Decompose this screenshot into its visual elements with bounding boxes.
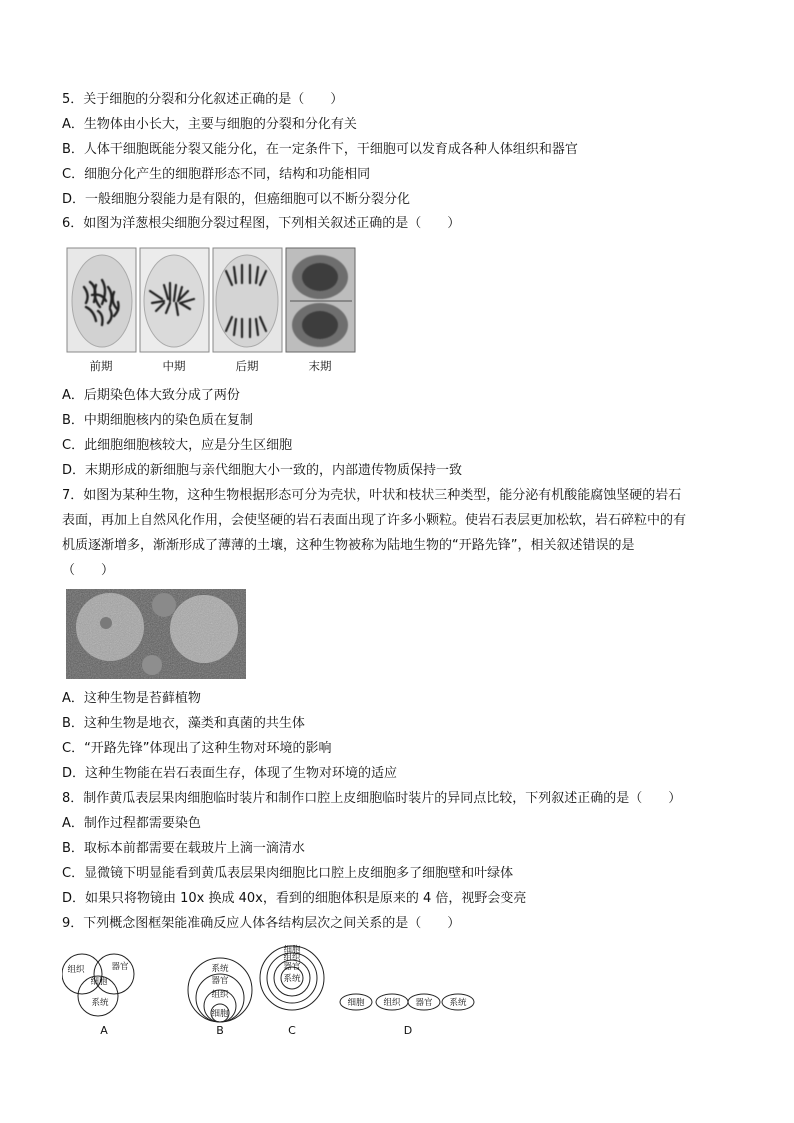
q5-option-c: C．细胞分化产生的细胞群形态不同，结构和功能相同 [62, 167, 371, 182]
q7-stem-line2: 表面，再加上自然风化作用，会使坚硬的岩石表面出现了许多小颗粒。使岩石表层更加松软，岩石碎粒中的有 [62, 513, 687, 528]
q5-option-d: D．一般细胞分裂能力是有限的，但癌细胞可以不断分裂分化 [62, 192, 411, 207]
letter-a: A [100, 1024, 108, 1037]
anaphase-image [213, 248, 282, 352]
b-label-organ: 器官 [211, 976, 229, 986]
d-label-tissue: 组织 [383, 998, 401, 1008]
q7-stem-line4: （ ） [62, 563, 115, 578]
q7-stem-line1: 7．如图为某种生物，这种生物根据形态可分为壳状，叶状和枝状三种类型，能分泌有机酸能腐蚀坚硬的岩石 [62, 488, 682, 503]
b-label-cell: 细胞 [211, 1009, 229, 1019]
q5-option-a: A．生物体由小长大，主要与细胞的分裂和分化有关 [62, 117, 357, 132]
q6-option-c: C．此细胞细胞核较大，应是分生区细胞 [62, 438, 293, 453]
c-label-tissue: 组织 [283, 953, 301, 963]
concept-diagrams [62, 938, 482, 1038]
q5-option-b: B．人体干细胞既能分裂又能分化，在一定条件下，干细胞可以发育成各种人体组织和器官 [62, 142, 578, 157]
caption-prophase: 前期 [89, 359, 113, 373]
prophase-image [67, 248, 136, 352]
q9-stem: 9．下列概念图框架能准确反应人体各结构层次之间关系的是（ ） [62, 916, 461, 931]
mitosis-figure [66, 247, 356, 355]
caption-anaphase: 后期 [235, 359, 259, 373]
lichen-photo [66, 589, 246, 679]
q5-stem: 5．关于细胞的分裂和分化叙述正确的是（ ） [62, 92, 344, 107]
caption-telophase: 末期 [308, 359, 332, 373]
q6-option-a: A．后期染色体大致分成了两份 [62, 388, 240, 403]
c-label-system: 系统 [283, 974, 301, 984]
q6-stem: 6．如图为洋葱根尖细胞分裂过程图，下列相关叙述正确的是（ ） [62, 216, 461, 231]
q7-option-c: C．“开路先锋”体现出了这种生物对环境的影响 [62, 741, 332, 756]
d-label-cell: 细胞 [347, 998, 365, 1008]
d-label-organ: 器官 [415, 998, 433, 1008]
q7-option-a: A．这种生物是苔藓植物 [62, 691, 201, 706]
q8-option-a: A．制作过程都需要染色 [62, 816, 201, 831]
d-label-system: 系统 [449, 998, 467, 1008]
a-label-organ: 器官 [111, 962, 129, 972]
q6-option-d: D．末期形成的新细胞与亲代细胞大小一致的，内部遗传物质保持一致 [62, 463, 463, 478]
q8-stem: 8．制作黄瓜表层果肉细胞临时装片和制作口腔上皮细胞临时装片的异同点比较，下列叙述正确的是（ ） [62, 791, 682, 806]
letter-c: C [288, 1024, 296, 1037]
caption-metaphase: 中期 [162, 359, 186, 373]
c-label-organ: 器官 [283, 962, 301, 972]
q6-option-b: B．中期细胞核内的染色质在复制 [62, 413, 253, 428]
q7-option-d: D．这种生物能在岩石表面生存，体现了生物对环境的适应 [62, 766, 398, 781]
letter-b: B [216, 1024, 224, 1037]
q8-option-d: D．如果只将物镜由 10x 换成 40x，看到的细胞体积是原来的 4 倍，视野会变亮 [62, 891, 527, 906]
q8-option-c: C．显微镜下明显能看到黄瓜表层果肉细胞比口腔上皮细胞多了细胞壁和叶绿体 [62, 866, 514, 881]
b-label-system: 系统 [211, 964, 229, 974]
q8-option-b: B．取标本前都需要在载玻片上滴一滴清水 [62, 841, 305, 856]
q7-stem-line3: 机质逐渐增多，渐渐形成了薄薄的土壤，这种生物被称为陆地生物的“开路先锋”，相关叙述错误的是 [62, 538, 635, 553]
a-label-system: 系统 [91, 998, 109, 1008]
q7-option-b: B．这种生物是地衣，藻类和真菌的共生体 [62, 716, 305, 731]
telophase-image [286, 248, 355, 352]
a-label-tissue: 组织 [67, 965, 85, 975]
metaphase-image [140, 248, 209, 352]
b-label-tissue: 组织 [211, 990, 229, 1000]
letter-d: D [403, 1024, 413, 1037]
c-label-cell: 细胞 [283, 945, 301, 955]
a-label-cell: 细胞 [90, 977, 108, 987]
